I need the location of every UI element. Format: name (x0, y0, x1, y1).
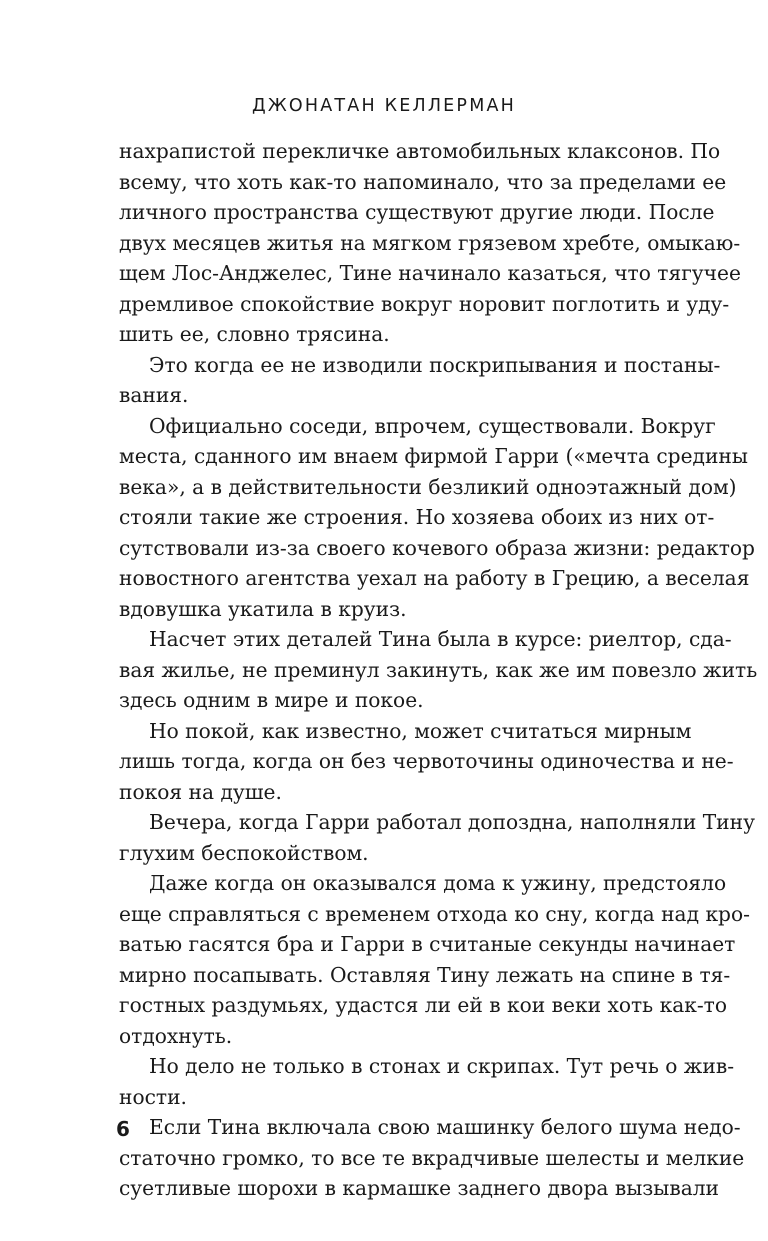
text-line: еще справляться с временем отхода ко сну, когда над кро- (119, 901, 750, 926)
running-head: ДЖОНАТАН КЕЛЛЕРМАН (251, 96, 517, 116)
text-line: гостных раздумьях, удастся ли ей в кои веки хоть как-то (119, 993, 728, 1017)
text-line: щем Лос-Анджелес, Тине начинало казаться, что тягучее (119, 261, 741, 285)
paragraph-first-line: Но покой, как известно, может считаться мирным (149, 718, 692, 743)
text-line: вая жилье, не преминул закинуть, как же им повезло жить (119, 657, 758, 682)
text-line: здесь одним в мире и покое. (119, 688, 424, 712)
paragraph-first-line: Если Тина включала свою машинку белого шума недо- (149, 1115, 741, 1139)
text-line: сутствовали из-за своего кочевого образа жизни: редактор (119, 535, 755, 560)
text-line: покоя на душе. (119, 779, 282, 804)
text-line: вдовушка укатила в круиз. (119, 596, 407, 621)
paragraph-first-line: Насчет этих деталей Тина была в курсе: риелтор, сда- (149, 627, 732, 651)
text-line: всему, что хоть как-то напоминало, что за пределами ее (119, 169, 727, 194)
text-line: суетливые шорохи в кармашке заднего двора вызывали (119, 1176, 720, 1200)
text-line: глухим беспокойством. (119, 840, 369, 865)
text-line: шить ее, словно трясина. (119, 322, 390, 346)
body-text (119, 136, 758, 1204)
paragraph-first-line: Но дело не только в стонах и скрипах. Тут речь о жив- (149, 1054, 735, 1078)
text-line: нахрапистой перекличке автомобильных клаксонов. По (119, 139, 721, 163)
text-line: ности. (119, 1084, 187, 1109)
text-line: дремливое спокойствие вокруг норовит поглотить и уду- (119, 291, 730, 316)
text-line: лишь тогда, когда он без червоточины одиночества и не- (119, 749, 734, 773)
text-line: вания. (119, 383, 189, 407)
text-line: двух месяцев житья на мягком грязевом хребте, омыкаю- (119, 230, 741, 255)
paragraph-first-line: Даже когда он оказывался дома к ужину, предстояло (149, 871, 727, 895)
text-line: новостного агентства уехал на работу в Грецию, а веселая (119, 566, 750, 590)
paragraph-first-line: Официально соседи, впрочем, существовали. Вокруг (149, 413, 716, 438)
paragraph-first-line: Вечера, когда Гарри работал допоздна, наполняли Тину (149, 810, 755, 834)
paragraph-first-line: Это когда ее не изводили поскрипывания и постаны- (149, 352, 721, 377)
text-line: статочно громко, то все те вкрадчивые шелесты и мелкие (119, 1145, 745, 1170)
text-line: личного пространства существуют другие люди. После (119, 200, 715, 224)
text-line: стояли такие же строения. Но хозяева обоих из них от- (119, 505, 715, 529)
text-line: мирно посапывать. Оставляя Тину лежать на спине в тя- (119, 962, 731, 987)
text-line: места, сданного им внаем фирмой Гарри («мечта средины (119, 444, 748, 468)
text-line: отдохнуть. (119, 1023, 233, 1048)
page-number: 6 (116, 1117, 130, 1141)
text-line: века», а в действительности безликий одноэтажный дом) (119, 474, 737, 499)
text-line: ватью гасятся бра и Гарри в считаные секунды начинает (119, 932, 736, 956)
